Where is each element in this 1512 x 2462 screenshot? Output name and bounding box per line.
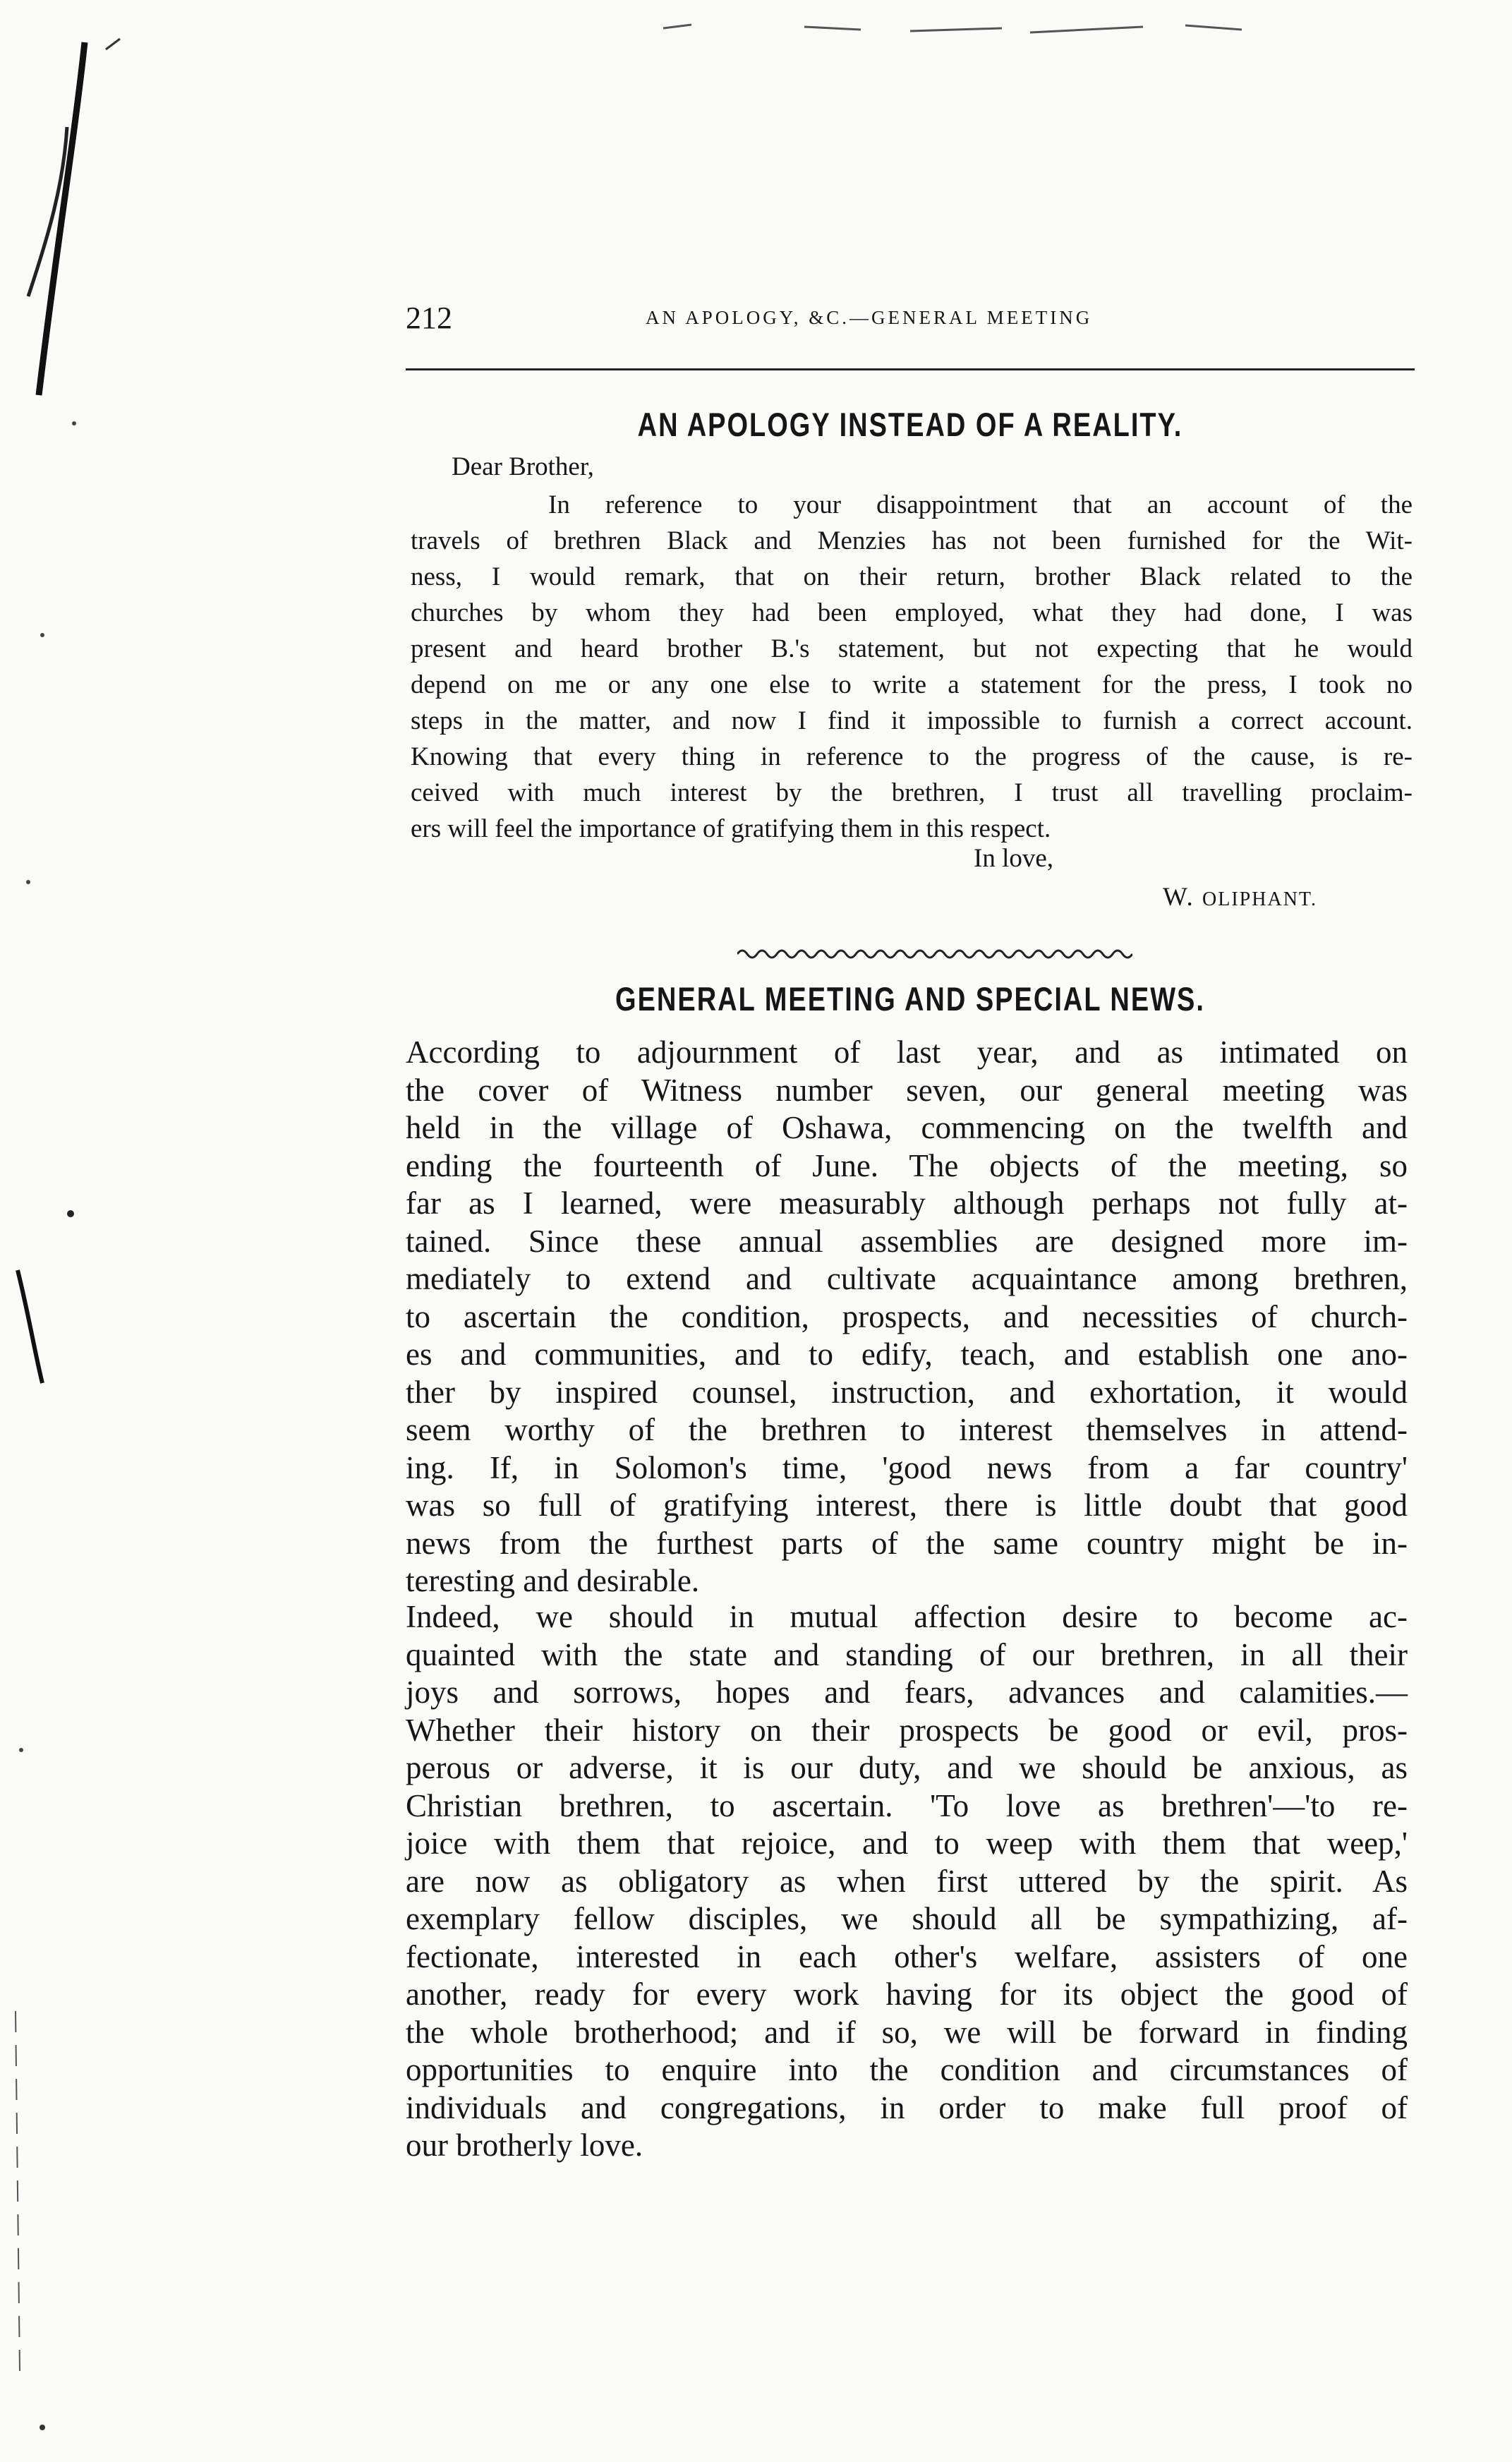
letter-line: steps in the matter, and now I find it impossible to furnish a correct account. [411, 706, 1413, 735]
text-line: mediately to extend and cultivate acquaintance among brethren, [406, 1261, 1408, 1296]
text-line: seem worthy of the brethren to interest themselves in attend- [406, 1412, 1408, 1447]
text-line: ing. If, in Solomon's time, 'good news from a far country' [406, 1449, 1408, 1485]
article-paragraph-1 [406, 1034, 1408, 1600]
text-line: exemplary fellow disciples, we should all be sympathizing, af- [406, 1901, 1408, 1936]
letter-body [411, 487, 1413, 847]
top-scan-marks [635, 14, 1411, 42]
text-line: held in the village of Oshawa, commencing on the twelfth and [406, 1110, 1408, 1145]
letter-line: travels of brethren Black and Menzies has not been furnished for the Wit- [411, 526, 1413, 555]
text-line: teresting and desirable. [406, 1563, 700, 1598]
text-line: far as I learned, were measurably although perhaps not fully at- [406, 1185, 1408, 1221]
text-line: quainted with the state and standing of our brethren, in all their [406, 1636, 1408, 1672]
text-line: Christian brethren, to ascertain. 'To love as brethren'—'to re- [406, 1787, 1408, 1823]
letter-line: ceived with much interest by the brethren, I trust all travelling proclaim- [411, 778, 1413, 807]
letter-line: ers will feel the importance of gratifying them in this respect. [411, 814, 1051, 843]
text-line: joice with them that rejoice, and to weep with them that weep,' [406, 1826, 1408, 1861]
text-line: tained. Since these annual assemblies are designed more im- [406, 1223, 1408, 1259]
running-head: AN APOLOGY, &C.—GENERAL MEETING [646, 307, 1093, 328]
text-line: fectionate, interested in each other's welfare, assisters of one [406, 1938, 1408, 1974]
page-header [406, 300, 1415, 342]
signature-initial: W. [1163, 883, 1195, 912]
text-line: es and communities, and to edify, teach, and establish one ano- [406, 1336, 1408, 1372]
text-line: According to adjournment of last year, and as intimated on [406, 1034, 1408, 1070]
letter-line: present and heard brother B.'s statement, but not expecting that he would [411, 634, 1413, 663]
text-line: are now as obligatory as when first uttered by the spirit. As [406, 1863, 1408, 1899]
article-title-general-meeting: GENERAL MEETING AND SPECIAL NEWS. [615, 981, 1205, 1019]
letter-line: In reference to your disappointment that an account of the [548, 490, 1413, 519]
article-paragraph-2 [406, 1598, 1408, 2165]
text-line: individuals and congregations, in order to make full proof of [406, 2089, 1408, 2125]
text-line: joys and sorrows, hopes and fears, advances and calamities.— [406, 1674, 1408, 1710]
text-line: perous or adverse, it is our duty, and we should be anxious, as [406, 1750, 1408, 1785]
text-line: ther by inspired counsel, instruction, and exhortation, it would [406, 1374, 1408, 1410]
header-rule [406, 368, 1415, 370]
text-line: the cover of Witness number seven, our general meeting was [406, 1072, 1408, 1108]
text-line: ending the fourteenth of June. The objects of the meeting, so [406, 1147, 1408, 1183]
letter-line: depend on me or any one else to write a statement for the press, I took no [411, 670, 1413, 699]
letter-line: ness, I would remark, that on their return, brother Black related to the [411, 562, 1413, 591]
signature-name: OLIPHANT. [1202, 888, 1317, 910]
wavy-divider [737, 946, 1132, 963]
text-line: our brotherly love. [406, 2128, 643, 2163]
page-number: 212 [406, 301, 452, 335]
text-line: Indeed, we should in mutual affection desire to become ac- [406, 1599, 1408, 1634]
text-line: was so full of gratifying interest, there is little doubt that good [406, 1488, 1408, 1523]
text-line: Whether their history on their prospects be good or evil, pros- [406, 1712, 1408, 1748]
text-line: another, ready for every work having for its object the good of [406, 1977, 1408, 2012]
letter-line: churches by whom they had been employed, what they had done, I was [411, 598, 1413, 627]
letter-closing: In love, [974, 844, 1054, 873]
text-line: news from the furthest parts of the same country might be in- [406, 1525, 1408, 1561]
margin-scan-marks [0, 0, 141, 2462]
text-line: the whole brotherhood; and if so, we will be forward in finding [406, 2014, 1408, 2050]
article-title-apology: AN APOLOGY INSTEAD OF A REALITY. [637, 406, 1183, 445]
letter-salutation: Dear Brother, [452, 452, 594, 481]
letter-line: Knowing that every thing in reference to the progress of the cause, is re- [411, 742, 1413, 771]
text-line: opportunities to enquire into the condition and circumstances of [406, 2052, 1408, 2087]
letter-signature [1163, 882, 1317, 912]
text-line: to ascertain the condition, prospects, and necessities of church- [406, 1298, 1408, 1334]
